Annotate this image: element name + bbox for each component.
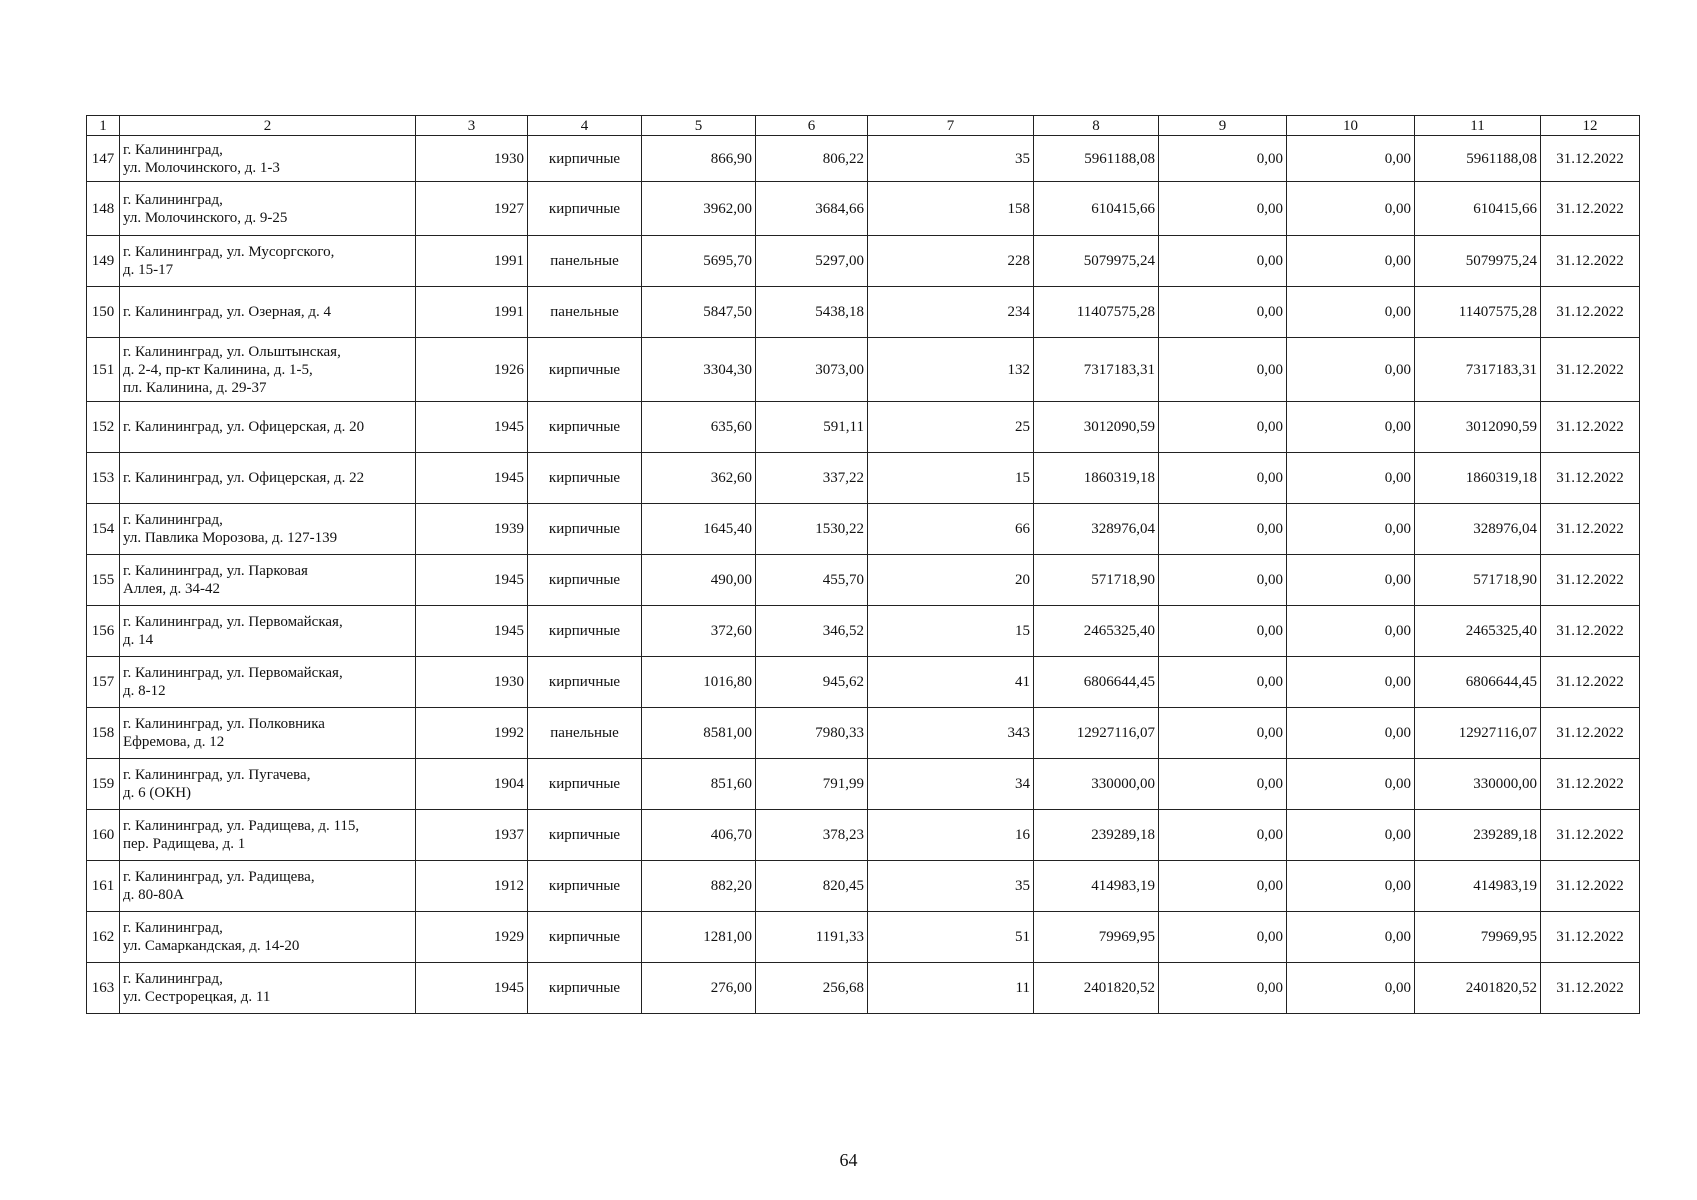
- deadline-cell: 31.12.2022: [1541, 287, 1640, 338]
- deadline-cell: 31.12.2022: [1541, 555, 1640, 606]
- total-area-cell: 1281,00: [642, 912, 756, 963]
- owners-cost-cell: 2401820,52: [1415, 963, 1541, 1014]
- owners-cost-cell: 11407575,28: [1415, 287, 1541, 338]
- table-row: [87, 555, 1640, 606]
- wall-material-cell: кирпичные: [528, 657, 642, 708]
- residents-count-cell: 15: [868, 606, 1034, 657]
- address-cell: г. Калининград, ул. Парковая Аллея, д. 34-42: [120, 555, 416, 606]
- table-row: [87, 182, 1640, 236]
- living-area-cell: 1191,33: [756, 912, 868, 963]
- table-row: [87, 708, 1640, 759]
- budget-cost-cell: 0,00: [1287, 912, 1415, 963]
- column-header: 4: [528, 116, 642, 136]
- living-area-cell: 791,99: [756, 759, 868, 810]
- budget-cost-cell: 0,00: [1287, 453, 1415, 504]
- table-row: [87, 402, 1640, 453]
- wall-material-cell: кирпичные: [528, 555, 642, 606]
- row-number: 153: [87, 453, 120, 504]
- owners-cost-cell: 5079975,24: [1415, 236, 1541, 287]
- wall-material-cell: панельные: [528, 287, 642, 338]
- address-cell: г. Калининград, ул. Молочинского, д. 1-3: [120, 136, 416, 182]
- total-area-cell: 362,60: [642, 453, 756, 504]
- living-area-cell: 256,68: [756, 963, 868, 1014]
- wall-material-cell: кирпичные: [528, 136, 642, 182]
- address-cell: г. Калининград, ул. Павлика Морозова, д. 127-139: [120, 504, 416, 555]
- year-built-cell: 1926: [416, 338, 528, 402]
- row-number: 151: [87, 338, 120, 402]
- deadline-cell: 31.12.2022: [1541, 182, 1640, 236]
- year-built-cell: 1930: [416, 657, 528, 708]
- table-row: [87, 606, 1640, 657]
- residents-count-cell: 15: [868, 453, 1034, 504]
- table-row: [87, 810, 1640, 861]
- row-number: 162: [87, 912, 120, 963]
- year-built-cell: 1929: [416, 912, 528, 963]
- living-area-cell: 337,22: [756, 453, 868, 504]
- residents-count-cell: 228: [868, 236, 1034, 287]
- fund-cost-cell: 0,00: [1159, 963, 1287, 1014]
- deadline-cell: 31.12.2022: [1541, 810, 1640, 861]
- owners-cost-cell: 6806644,45: [1415, 657, 1541, 708]
- address-cell: г. Калининград, ул. Самаркандская, д. 14-20: [120, 912, 416, 963]
- budget-cost-cell: 0,00: [1287, 338, 1415, 402]
- address-cell: г. Калининград, ул. Первомайская, д. 14: [120, 606, 416, 657]
- wall-material-cell: кирпичные: [528, 338, 642, 402]
- wall-material-cell: панельные: [528, 236, 642, 287]
- row-number: 150: [87, 287, 120, 338]
- total-cost-cell: 6806644,45: [1034, 657, 1159, 708]
- fund-cost-cell: 0,00: [1159, 338, 1287, 402]
- deadline-cell: 31.12.2022: [1541, 504, 1640, 555]
- budget-cost-cell: 0,00: [1287, 708, 1415, 759]
- wall-material-cell: кирпичные: [528, 453, 642, 504]
- total-area-cell: 635,60: [642, 402, 756, 453]
- table-row: [87, 861, 1640, 912]
- fund-cost-cell: 0,00: [1159, 453, 1287, 504]
- wall-material-cell: кирпичные: [528, 182, 642, 236]
- address-cell: г. Калининград, ул. Мусоргского, д. 15-17: [120, 236, 416, 287]
- table-row: [87, 136, 1640, 182]
- total-cost-cell: 1860319,18: [1034, 453, 1159, 504]
- budget-cost-cell: 0,00: [1287, 861, 1415, 912]
- living-area-cell: 1530,22: [756, 504, 868, 555]
- year-built-cell: 1912: [416, 861, 528, 912]
- table-row: [87, 912, 1640, 963]
- housing-register-table: [86, 115, 1640, 1014]
- budget-cost-cell: 0,00: [1287, 136, 1415, 182]
- residents-count-cell: 51: [868, 912, 1034, 963]
- total-cost-cell: 239289,18: [1034, 810, 1159, 861]
- fund-cost-cell: 0,00: [1159, 861, 1287, 912]
- budget-cost-cell: 0,00: [1287, 759, 1415, 810]
- living-area-cell: 591,11: [756, 402, 868, 453]
- fund-cost-cell: 0,00: [1159, 912, 1287, 963]
- year-built-cell: 1930: [416, 136, 528, 182]
- budget-cost-cell: 0,00: [1287, 402, 1415, 453]
- fund-cost-cell: 0,00: [1159, 236, 1287, 287]
- year-built-cell: 1904: [416, 759, 528, 810]
- table-row: [87, 236, 1640, 287]
- total-area-cell: 5847,50: [642, 287, 756, 338]
- table-row: [87, 657, 1640, 708]
- total-cost-cell: 5961188,08: [1034, 136, 1159, 182]
- owners-cost-cell: 414983,19: [1415, 861, 1541, 912]
- budget-cost-cell: 0,00: [1287, 606, 1415, 657]
- row-number: 148: [87, 182, 120, 236]
- column-header: 11: [1415, 116, 1541, 136]
- living-area-cell: 3073,00: [756, 338, 868, 402]
- owners-cost-cell: 610415,66: [1415, 182, 1541, 236]
- wall-material-cell: кирпичные: [528, 912, 642, 963]
- address-cell: г. Калининград, ул. Озерная, д. 4: [120, 287, 416, 338]
- owners-cost-cell: 2465325,40: [1415, 606, 1541, 657]
- total-area-cell: 882,20: [642, 861, 756, 912]
- column-header: 8: [1034, 116, 1159, 136]
- deadline-cell: 31.12.2022: [1541, 338, 1640, 402]
- residents-count-cell: 41: [868, 657, 1034, 708]
- column-header: 12: [1541, 116, 1640, 136]
- year-built-cell: 1945: [416, 402, 528, 453]
- column-header: 9: [1159, 116, 1287, 136]
- deadline-cell: 31.12.2022: [1541, 136, 1640, 182]
- deadline-cell: 31.12.2022: [1541, 912, 1640, 963]
- living-area-cell: 378,23: [756, 810, 868, 861]
- deadline-cell: 31.12.2022: [1541, 606, 1640, 657]
- deadline-cell: 31.12.2022: [1541, 657, 1640, 708]
- row-number: 156: [87, 606, 120, 657]
- year-built-cell: 1945: [416, 606, 528, 657]
- year-built-cell: 1991: [416, 287, 528, 338]
- fund-cost-cell: 0,00: [1159, 606, 1287, 657]
- budget-cost-cell: 0,00: [1287, 287, 1415, 338]
- year-built-cell: 1945: [416, 453, 528, 504]
- wall-material-cell: кирпичные: [528, 861, 642, 912]
- table-row: [87, 338, 1640, 402]
- total-cost-cell: 2401820,52: [1034, 963, 1159, 1014]
- total-area-cell: 5695,70: [642, 236, 756, 287]
- address-cell: г. Калининград, ул. Ольштынская, д. 2-4, пр-кт Калинина, д. 1-5, пл. Калинина, д. 29-37: [120, 338, 416, 402]
- living-area-cell: 5297,00: [756, 236, 868, 287]
- total-cost-cell: 414983,19: [1034, 861, 1159, 912]
- wall-material-cell: кирпичные: [528, 810, 642, 861]
- living-area-cell: 455,70: [756, 555, 868, 606]
- year-built-cell: 1991: [416, 236, 528, 287]
- owners-cost-cell: 1860319,18: [1415, 453, 1541, 504]
- total-cost-cell: 571718,90: [1034, 555, 1159, 606]
- owners-cost-cell: 571718,90: [1415, 555, 1541, 606]
- fund-cost-cell: 0,00: [1159, 504, 1287, 555]
- wall-material-cell: кирпичные: [528, 963, 642, 1014]
- table-row: [87, 504, 1640, 555]
- table-row: [87, 453, 1640, 504]
- owners-cost-cell: 7317183,31: [1415, 338, 1541, 402]
- living-area-cell: 945,62: [756, 657, 868, 708]
- total-cost-cell: 7317183,31: [1034, 338, 1159, 402]
- owners-cost-cell: 79969,95: [1415, 912, 1541, 963]
- residents-count-cell: 132: [868, 338, 1034, 402]
- row-number: 159: [87, 759, 120, 810]
- budget-cost-cell: 0,00: [1287, 236, 1415, 287]
- residents-count-cell: 234: [868, 287, 1034, 338]
- owners-cost-cell: 12927116,07: [1415, 708, 1541, 759]
- living-area-cell: 5438,18: [756, 287, 868, 338]
- residents-count-cell: 20: [868, 555, 1034, 606]
- fund-cost-cell: 0,00: [1159, 182, 1287, 236]
- total-area-cell: 1016,80: [642, 657, 756, 708]
- living-area-cell: 3684,66: [756, 182, 868, 236]
- column-header: 6: [756, 116, 868, 136]
- budget-cost-cell: 0,00: [1287, 182, 1415, 236]
- row-number: 152: [87, 402, 120, 453]
- year-built-cell: 1945: [416, 555, 528, 606]
- residents-count-cell: 11: [868, 963, 1034, 1014]
- budget-cost-cell: 0,00: [1287, 504, 1415, 555]
- total-area-cell: 3962,00: [642, 182, 756, 236]
- page-number: 64: [839, 1150, 858, 1170]
- budget-cost-cell: 0,00: [1287, 657, 1415, 708]
- row-number: 163: [87, 963, 120, 1014]
- deadline-cell: 31.12.2022: [1541, 708, 1640, 759]
- year-built-cell: 1937: [416, 810, 528, 861]
- fund-cost-cell: 0,00: [1159, 555, 1287, 606]
- deadline-cell: 31.12.2022: [1541, 236, 1640, 287]
- owners-cost-cell: 328976,04: [1415, 504, 1541, 555]
- total-area-cell: 8581,00: [642, 708, 756, 759]
- owners-cost-cell: 3012090,59: [1415, 402, 1541, 453]
- address-cell: г. Калининград, ул. Сестрорецкая, д. 11: [120, 963, 416, 1014]
- row-number: 157: [87, 657, 120, 708]
- year-built-cell: 1927: [416, 182, 528, 236]
- total-cost-cell: 3012090,59: [1034, 402, 1159, 453]
- row-number: 161: [87, 861, 120, 912]
- wall-material-cell: панельные: [528, 708, 642, 759]
- address-cell: г. Калининград, ул. Первомайская, д. 8-12: [120, 657, 416, 708]
- total-cost-cell: 12927116,07: [1034, 708, 1159, 759]
- budget-cost-cell: 0,00: [1287, 963, 1415, 1014]
- total-area-cell: 866,90: [642, 136, 756, 182]
- fund-cost-cell: 0,00: [1159, 287, 1287, 338]
- residents-count-cell: 34: [868, 759, 1034, 810]
- residents-count-cell: 158: [868, 182, 1034, 236]
- residents-count-cell: 35: [868, 136, 1034, 182]
- budget-cost-cell: 0,00: [1287, 810, 1415, 861]
- fund-cost-cell: 0,00: [1159, 136, 1287, 182]
- total-area-cell: 3304,30: [642, 338, 756, 402]
- living-area-cell: 7980,33: [756, 708, 868, 759]
- row-number: 158: [87, 708, 120, 759]
- deadline-cell: 31.12.2022: [1541, 759, 1640, 810]
- column-header: 7: [868, 116, 1034, 136]
- budget-cost-cell: 0,00: [1287, 555, 1415, 606]
- address-cell: г. Калининград, ул. Молочинского, д. 9-25: [120, 182, 416, 236]
- fund-cost-cell: 0,00: [1159, 708, 1287, 759]
- deadline-cell: 31.12.2022: [1541, 963, 1640, 1014]
- fund-cost-cell: 0,00: [1159, 402, 1287, 453]
- total-area-cell: 851,60: [642, 759, 756, 810]
- column-header: 5: [642, 116, 756, 136]
- residents-count-cell: 35: [868, 861, 1034, 912]
- year-built-cell: 1945: [416, 963, 528, 1014]
- deadline-cell: 31.12.2022: [1541, 453, 1640, 504]
- wall-material-cell: кирпичные: [528, 504, 642, 555]
- address-cell: г. Калининград, ул. Радищева, д. 115, пер. Радищева, д. 1: [120, 810, 416, 861]
- owners-cost-cell: 239289,18: [1415, 810, 1541, 861]
- owners-cost-cell: 5961188,08: [1415, 136, 1541, 182]
- living-area-cell: 820,45: [756, 861, 868, 912]
- wall-material-cell: кирпичные: [528, 606, 642, 657]
- fund-cost-cell: 0,00: [1159, 759, 1287, 810]
- total-cost-cell: 79969,95: [1034, 912, 1159, 963]
- total-cost-cell: 2465325,40: [1034, 606, 1159, 657]
- column-header: 2: [120, 116, 416, 136]
- wall-material-cell: кирпичные: [528, 759, 642, 810]
- column-header: 1: [87, 116, 120, 136]
- column-header: 3: [416, 116, 528, 136]
- column-header: 10: [1287, 116, 1415, 136]
- year-built-cell: 1939: [416, 504, 528, 555]
- address-cell: г. Калининград, ул. Офицерская, д. 22: [120, 453, 416, 504]
- residents-count-cell: 25: [868, 402, 1034, 453]
- address-cell: г. Калининград, ул. Офицерская, д. 20: [120, 402, 416, 453]
- address-cell: г. Калининград, ул. Полковника Ефремова, д. 12: [120, 708, 416, 759]
- living-area-cell: 806,22: [756, 136, 868, 182]
- column-number-row: [87, 116, 1640, 136]
- residents-count-cell: 66: [868, 504, 1034, 555]
- deadline-cell: 31.12.2022: [1541, 402, 1640, 453]
- row-number: 155: [87, 555, 120, 606]
- table-row: [87, 963, 1640, 1014]
- address-cell: г. Калининград, ул. Пугачева, д. 6 (ОКН): [120, 759, 416, 810]
- row-number: 149: [87, 236, 120, 287]
- residents-count-cell: 16: [868, 810, 1034, 861]
- wall-material-cell: кирпичные: [528, 402, 642, 453]
- fund-cost-cell: 0,00: [1159, 657, 1287, 708]
- year-built-cell: 1992: [416, 708, 528, 759]
- total-cost-cell: 11407575,28: [1034, 287, 1159, 338]
- row-number: 154: [87, 504, 120, 555]
- total-cost-cell: 328976,04: [1034, 504, 1159, 555]
- table-row: [87, 759, 1640, 810]
- total-area-cell: 1645,40: [642, 504, 756, 555]
- row-number: 147: [87, 136, 120, 182]
- total-cost-cell: 330000,00: [1034, 759, 1159, 810]
- table-body: [87, 136, 1640, 1014]
- total-area-cell: 490,00: [642, 555, 756, 606]
- residents-count-cell: 343: [868, 708, 1034, 759]
- total-cost-cell: 5079975,24: [1034, 236, 1159, 287]
- total-area-cell: 406,70: [642, 810, 756, 861]
- table-row: [87, 287, 1640, 338]
- row-number: 160: [87, 810, 120, 861]
- owners-cost-cell: 330000,00: [1415, 759, 1541, 810]
- living-area-cell: 346,52: [756, 606, 868, 657]
- total-area-cell: 372,60: [642, 606, 756, 657]
- address-cell: г. Калининград, ул. Радищева, д. 80-80А: [120, 861, 416, 912]
- deadline-cell: 31.12.2022: [1541, 861, 1640, 912]
- fund-cost-cell: 0,00: [1159, 810, 1287, 861]
- total-cost-cell: 610415,66: [1034, 182, 1159, 236]
- total-area-cell: 276,00: [642, 963, 756, 1014]
